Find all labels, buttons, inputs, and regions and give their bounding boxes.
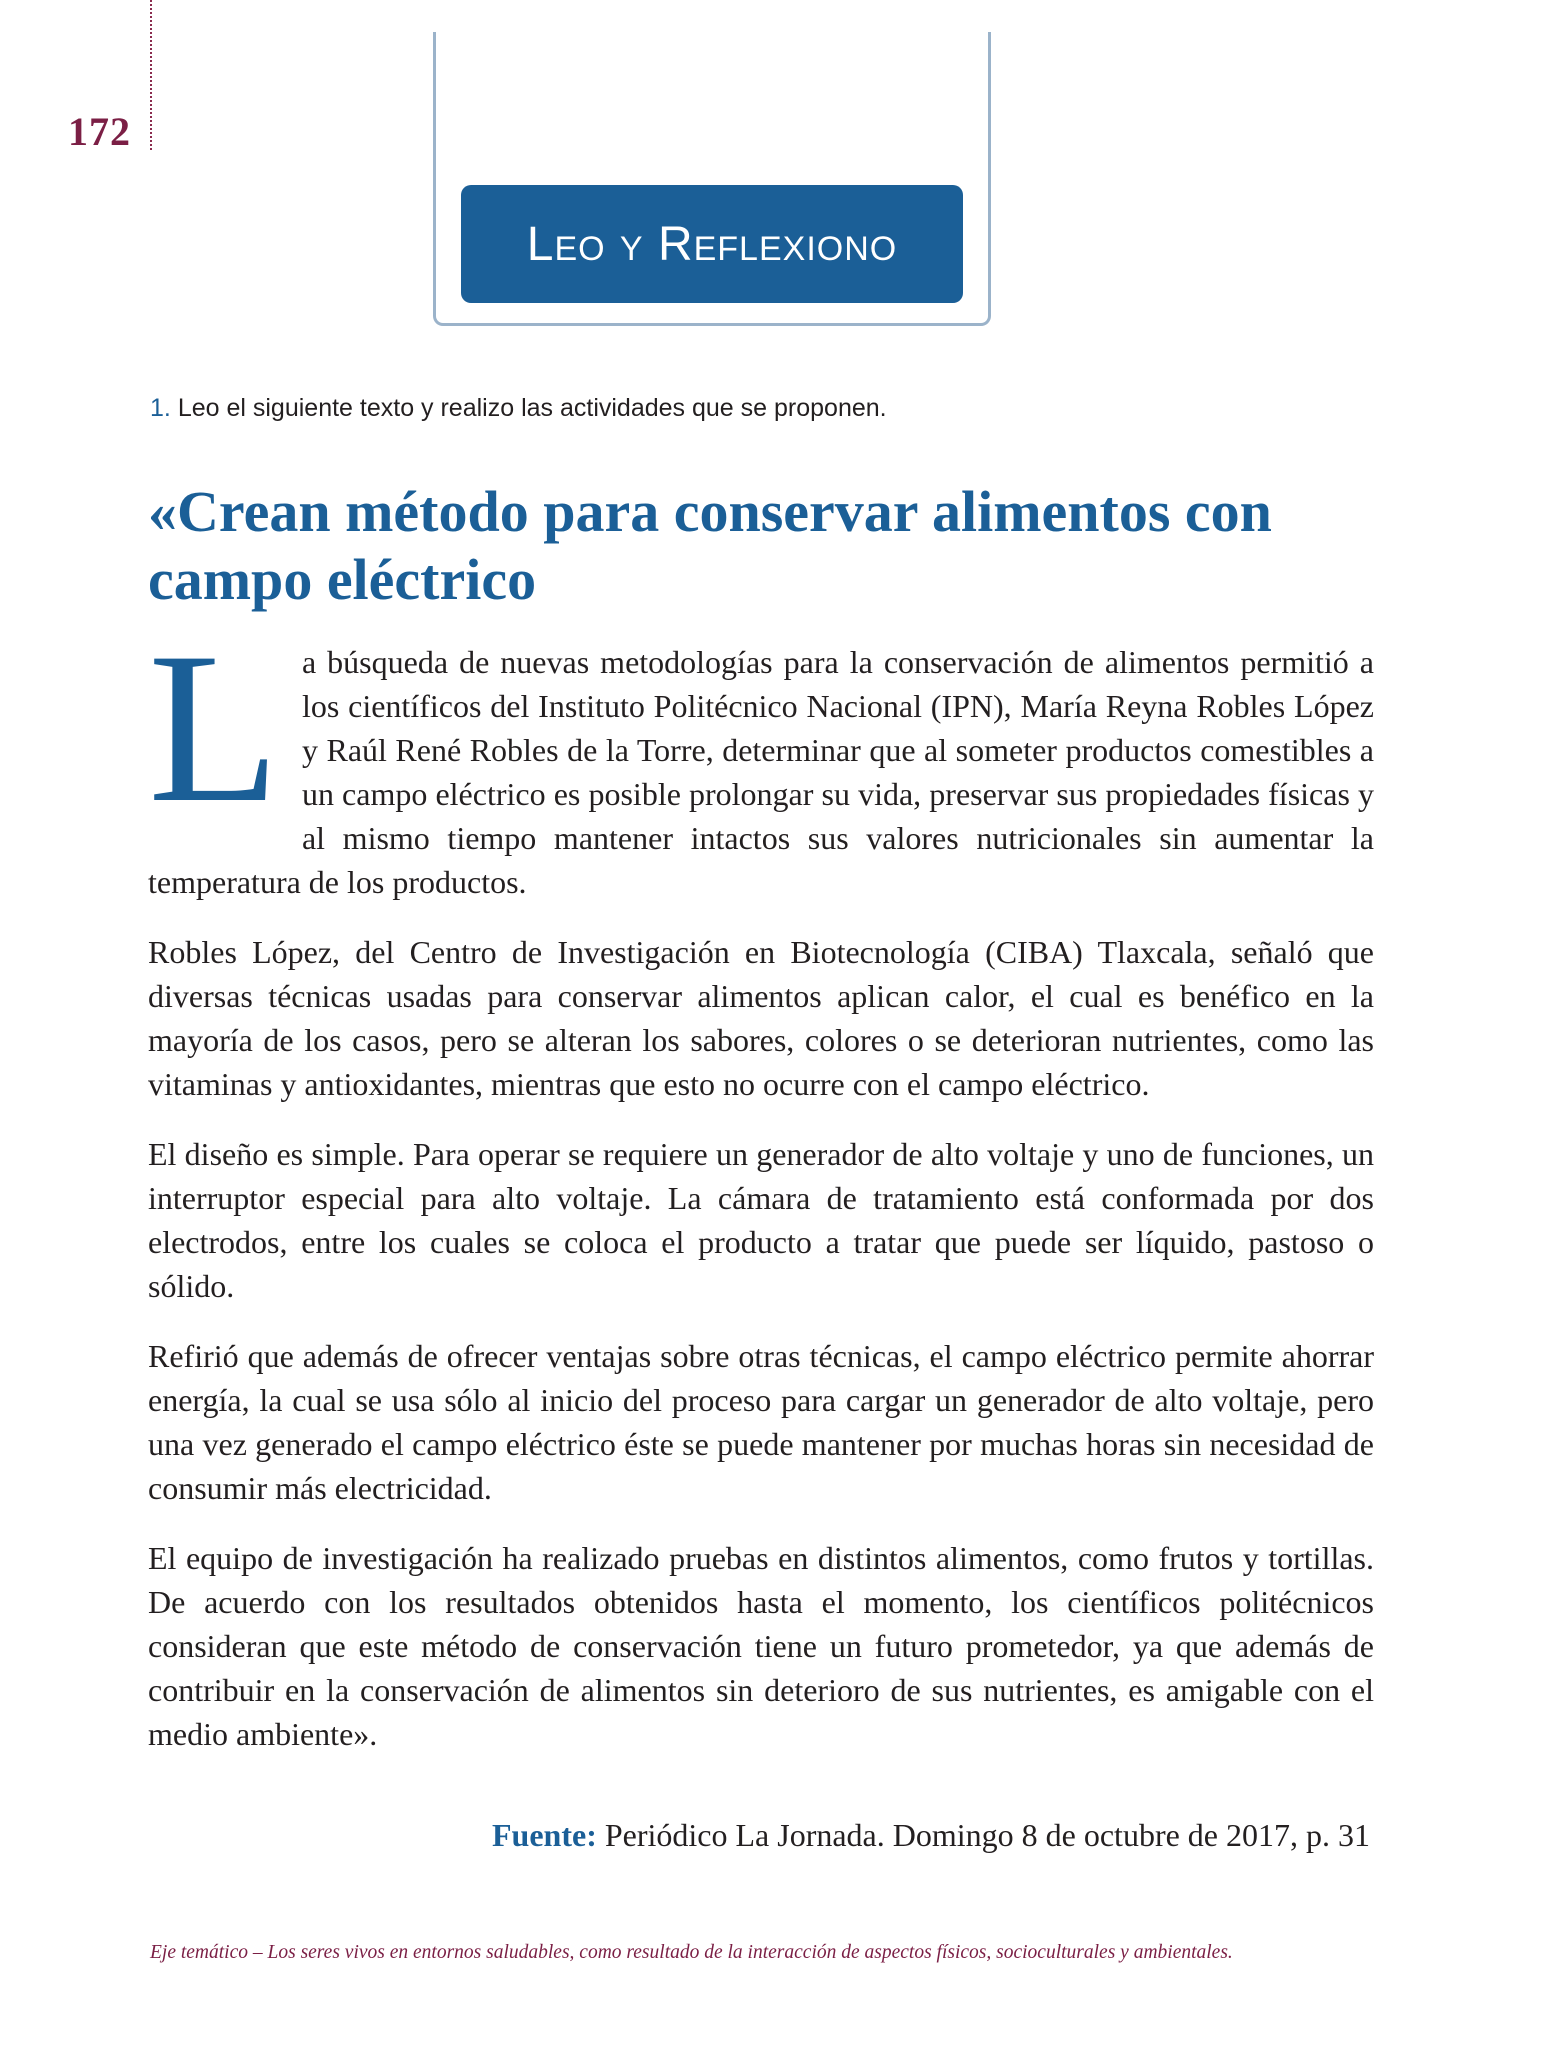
page-footer: Eje temático – Los seres vivos en entornos saludables, como resultado de la interacción de aspectos físicos, socioculturales y ambientales. xyxy=(150,1942,1233,1963)
drop-cap: L xyxy=(148,608,280,847)
article-paragraph xyxy=(148,608,1374,904)
section-title: Leo y Reflexiono xyxy=(526,217,898,271)
article-headline: «Crean método para conservar alimentos con campo eléctrico xyxy=(148,479,1272,612)
source-label: Fuente: xyxy=(491,1817,597,1853)
source-text: Periódico La Jornada. Domingo 8 de octubre de 2017, p. 31 xyxy=(604,1817,1370,1853)
source-citation xyxy=(492,1817,1370,1854)
article-paragraph: Refirió que además de ofrecer ventajas sobre otras técnicas, el campo eléctrico permite ahorrar energía, la cual se usa sólo al inicio del proceso para cargar un generador de alto voltaje, pero una vez generado el campo eléctrico éste se puede mantener por muchas horas sin necesidad de consumir más electricidad. xyxy=(148,1338,1374,1506)
paragraph-text: a búsqueda de nuevas metodologías para la conservación de alimentos permitió a los científicos del Instituto Politécnico Nacional (IPN), María Reyna Robles López y Raúl René Robles de la Torre, determinar que al someter productos comestibles a un campo eléctrico es posible prolongar su vida, preservar sus propiedades físicas y al mismo tiempo mantener intactos sus valores nutricionales sin aumentar la temperatura de los productos. xyxy=(148,644,1374,900)
section-banner xyxy=(461,185,963,303)
page-number: 172 xyxy=(68,109,131,154)
instruction xyxy=(150,394,887,423)
margin-dotted-rule xyxy=(150,0,152,150)
article-paragraph: El equipo de investigación ha realizado pruebas en distintos alimentos, como frutos y tortillas. De acuerdo con los resultados obtenidos hasta el momento, los científicos politécnicos consideran que este método de conservación tiene un futuro prometedor, ya que además de contribuir en la conservación de alimentos sin deterioro de sus nutrientes, es amigable con el medio ambiente». xyxy=(148,1540,1374,1752)
article-body xyxy=(148,608,1374,1782)
instruction-text: Leo el siguiente texto y realizo las actividades que se proponen. xyxy=(177,394,887,422)
article-paragraph: Robles López, del Centro de Investigación en Biotecnología (CIBA) Tlaxcala, señaló que diversas técnicas usadas para conservar alimentos aplican calor, el cual es benéfico en la mayoría de los casos, pero se alteran los sabores, colores o se deterioran nutrientes, como las vitaminas y antioxidantes, mientras que esto no ocurre con el campo eléctrico. xyxy=(148,934,1374,1102)
article-paragraph: El diseño es simple. Para operar se requiere un generador de alto voltaje y uno de funciones, un interruptor especial para alto voltaje. La cámara de tratamiento está conformada por dos electrodos, entre los cuales se coloca el producto a tratar que puede ser líquido, pastoso o sólido. xyxy=(148,1136,1374,1304)
instruction-number: 1. xyxy=(150,394,171,422)
